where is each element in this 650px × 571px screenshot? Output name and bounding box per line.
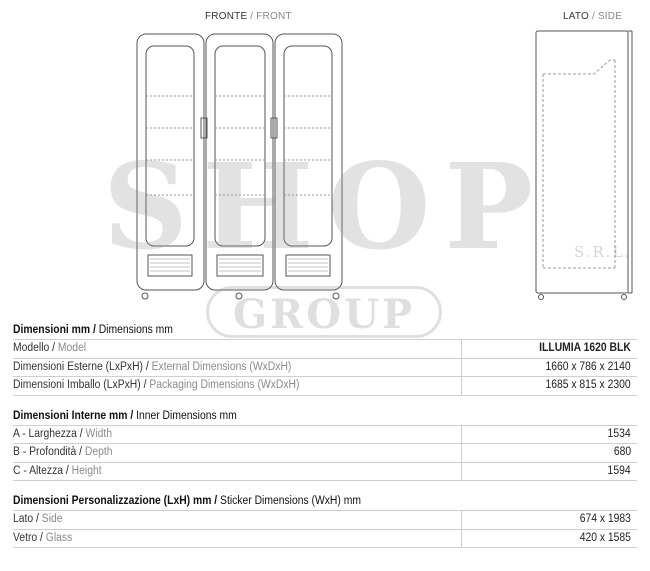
front-view-label: FRONTE / FRONT — [205, 11, 292, 22]
model-value: ILLUMIA 1620 BLK — [539, 342, 631, 354]
table-row: Dimensioni Imballo (LxPxH) / Packaging Dimensions (WxDxH) 1685 x 815 x 2300 — [13, 376, 637, 396]
table-row: Modello / Model ILLUMIA 1620 BLK — [13, 339, 637, 358]
table-row: B - Profondità / Depth 680 — [13, 443, 637, 462]
watermark-group: GROUP — [206, 286, 442, 338]
table-row: C - Altezza / Height 1594 — [13, 462, 637, 482]
section-dimensions — [13, 322, 637, 396]
front-label-en: FRONT — [256, 11, 292, 22]
section-title: Dimensioni mm / Dimensions mm — [13, 324, 173, 336]
table-row: Dimensioni Esterne (LxPxH) / External Dimensions (WxDxH) 1660 x 786 x 2140 — [13, 358, 637, 377]
table-row: Vetro / Glass 420 x 1585 — [13, 529, 637, 549]
side-view-label: LATO / SIDE — [563, 11, 623, 22]
table-row: Lato / Side 674 x 1983 — [13, 510, 637, 529]
side-label-it: LATO — [563, 11, 589, 22]
side-view — [536, 31, 632, 300]
section-inner-dimensions — [13, 408, 637, 482]
watermark-srl: S.R.L. — [574, 243, 632, 261]
watermark-shop: SHOP — [102, 137, 548, 276]
side-label-en: SIDE — [597, 11, 623, 22]
spec-tables — [13, 322, 637, 548]
table-row: A - Larghezza / Width 1534 — [13, 425, 637, 444]
section-title: Dimensioni Interne mm / Inner Dimensions mm — [13, 409, 237, 422]
section-title: Dimensioni Personalizzazione (LxH) mm / Sticker Dimensions (WxH) mm — [13, 495, 361, 507]
section-sticker-dimensions — [13, 493, 637, 548]
front-label-it: FRONTE — [205, 11, 248, 22]
front-view — [137, 34, 342, 299]
